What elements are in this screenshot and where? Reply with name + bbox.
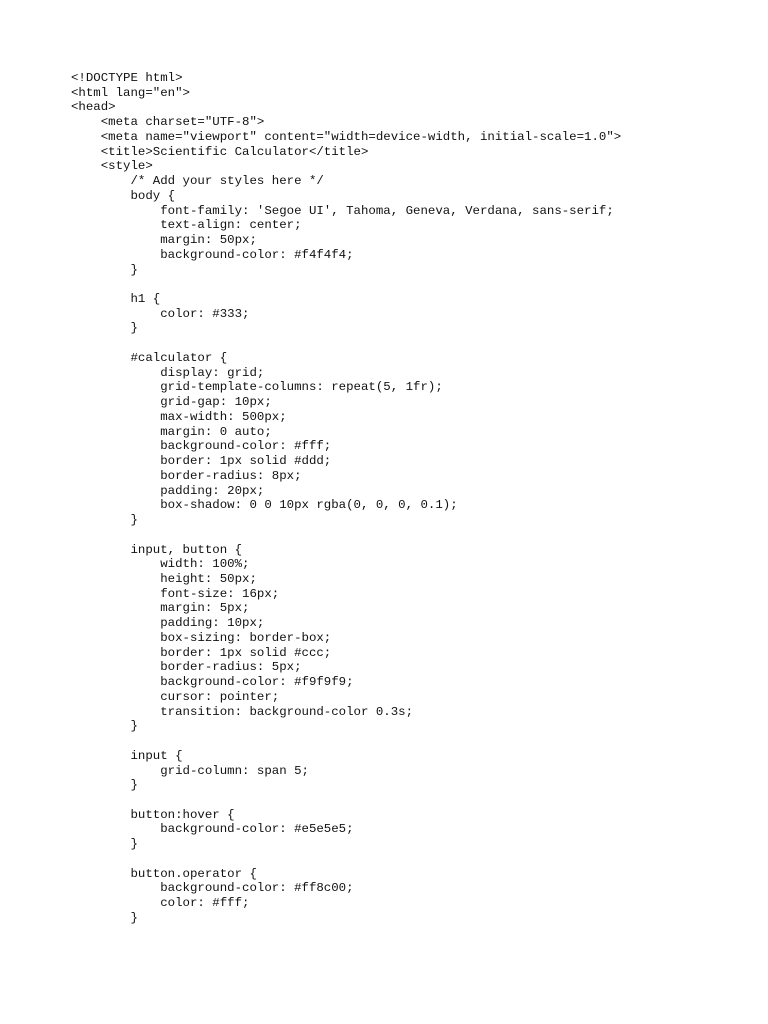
code-line: <head> <box>71 100 116 115</box>
code-line: margin: 5px; <box>71 601 250 616</box>
code-line: grid-template-columns: repeat(5, 1fr); <box>71 380 443 395</box>
code-line: padding: 10px; <box>71 616 265 631</box>
code-line: } <box>71 262 138 277</box>
code-line: <style> <box>71 159 153 174</box>
code-line: grid-column: span 5; <box>71 763 309 778</box>
code-line: h1 { <box>71 292 161 307</box>
code-line: button:hover { <box>71 807 235 822</box>
code-line <box>71 277 751 292</box>
code-line: border-radius: 5px; <box>71 660 302 675</box>
code-line: background-color: #e5e5e5; <box>71 822 354 837</box>
code-line: cursor: pointer; <box>71 689 280 704</box>
code-line: box-sizing: border-box; <box>71 630 332 645</box>
code-line <box>71 528 751 543</box>
code-line: font-size: 16px; <box>71 586 280 601</box>
code-line: margin: 50px; <box>71 233 257 248</box>
code-line: border: 1px solid #ddd; <box>71 454 332 469</box>
code-line: background-color: #f4f4f4; <box>71 247 354 262</box>
code-line: /* Add your styles here */ <box>71 174 324 189</box>
code-line: color: #333; <box>71 306 250 321</box>
code-line: body { <box>71 188 176 203</box>
code-line: #calculator { <box>71 350 228 365</box>
code-line: } <box>71 778 138 793</box>
code-line <box>71 852 751 867</box>
code-line: } <box>71 910 138 925</box>
code-line: <html lang="en"> <box>71 85 190 100</box>
code-line: input { <box>71 748 183 763</box>
code-line: input, button { <box>71 542 243 557</box>
code-line: margin: 0 auto; <box>71 424 272 439</box>
code-line: font-family: 'Segoe UI', Tahoma, Geneva, Verdana, sans-serif; <box>71 203 614 218</box>
code-line: color: #fff; <box>71 896 250 911</box>
code-line: background-color: #fff; <box>71 439 332 454</box>
code-line <box>71 336 751 351</box>
code-line: text-align: center; <box>71 218 302 233</box>
code-line: border-radius: 8px; <box>71 468 302 483</box>
code-line: <meta name="viewport" content="width=device-width, initial-scale=1.0"> <box>71 129 622 144</box>
code-line: } <box>71 719 138 734</box>
code-line: transition: background-color 0.3s; <box>71 704 414 719</box>
code-line: display: grid; <box>71 365 265 380</box>
code-line: } <box>71 837 138 852</box>
code-line: background-color: #f9f9f9; <box>71 675 354 690</box>
code-line: background-color: #ff8c00; <box>71 881 354 896</box>
code-line: <meta charset="UTF-8"> <box>71 115 265 130</box>
code-line: } <box>71 513 138 528</box>
code-line: <title>Scientific Calculator</title> <box>71 144 369 159</box>
code-listing <box>71 71 751 926</box>
code-line: grid-gap: 10px; <box>71 395 272 410</box>
code-line: max-width: 500px; <box>71 409 287 424</box>
code-line: box-shadow: 0 0 10px rgba(0, 0, 0, 0.1); <box>71 498 458 513</box>
code-line: width: 100%; <box>71 557 250 572</box>
code-line: button.operator { <box>71 866 257 881</box>
code-line: } <box>71 321 138 336</box>
code-line: height: 50px; <box>71 571 257 586</box>
code-line: padding: 20px; <box>71 483 265 498</box>
code-line: border: 1px solid #ccc; <box>71 645 332 660</box>
code-line <box>71 793 751 808</box>
code-line <box>71 734 751 749</box>
code-line: <!DOCTYPE html> <box>71 71 183 85</box>
